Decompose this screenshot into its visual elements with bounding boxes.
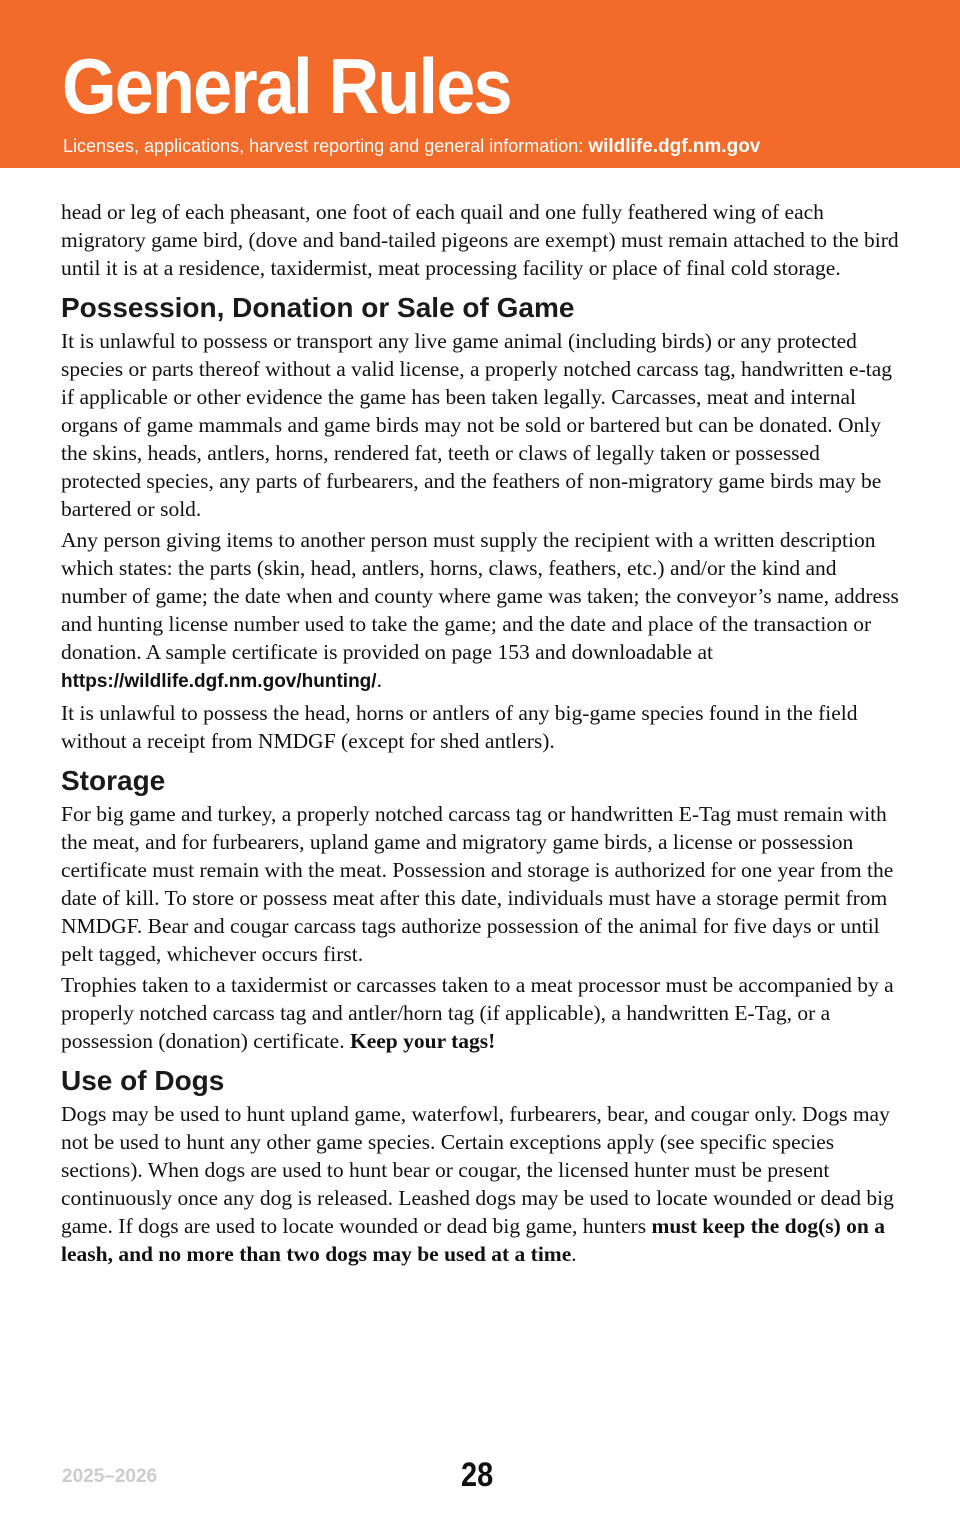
- possession-paragraph-2-text: Any person giving items to another person must supply the recipient with a written description which states: the parts (skin, head, antlers, horns, claws, feathers, etc.) and/or the kind and number of game; the date when and county where game was taken; the conveyor’s name, address and hunting license number used to take the game; and the date and place of the transaction or donation. A sample certificate is provided on page 153 and downloadable at: [61, 528, 899, 664]
- dogs-paragraph-end: .: [571, 1242, 577, 1266]
- storage-heading: Storage: [61, 765, 166, 796]
- possession-heading: Possession, Donation or Sale of Game: [61, 292, 575, 323]
- main-content: [61, 198, 901, 1271]
- page-title: General Rules: [62, 42, 511, 130]
- storage-paragraph-1: For big game and turkey, a properly notched carcass tag or handwritten E-Tag must remain with the meat, and for furbearers, upland game and migratory game birds, a license or possession certificate must remain with the meat. Possession and storage is authorized for one year from the date of kill. To store or possess meat after this date, individuals must have a storage permit from NMDGF. Bear and cougar carcass tags authorize possession of the animal for five days or until pelt tagged, whichever occurs first.: [61, 802, 894, 966]
- storage-paragraph-2: [61, 971, 901, 1055]
- intro-paragraph: head or leg of each pheasant, one foot of each quail and one fully feathered wing of each migratory game bird, (dove and band-tailed pigeons are exempt) must remain attached to the bird until it is at a residence, taxidermist, meat processing facility or place of final cold storage.: [61, 200, 899, 280]
- page-number: 28: [461, 1456, 494, 1494]
- dogs-heading: Use of Dogs: [61, 1065, 225, 1096]
- page-header-banner: [0, 0, 960, 168]
- dogs-leash-emphasis: must keep the dog(s) on a leash, and no more than two dogs may be used at a time: [61, 1214, 885, 1266]
- possession-paragraph-2: [61, 526, 901, 696]
- footer-year: 2025–2026: [62, 1466, 158, 1487]
- header-website-link[interactable]: wildlife.dgf.nm.gov: [588, 136, 761, 157]
- header-subtitle: [63, 134, 760, 159]
- possession-paragraph-1: It is unlawful to possess or transport any live game animal (including birds) or any protected species or parts thereof without a valid license, a properly notched carcass tag, handwritten e-tag if applicable or other evidence the game has been taken legally. Carcasses, meat and internal organs of game mammals and game birds may not be sold or bartered but can be donated. Only the skins, heads, antlers, horns, rendered fat, teeth or claws of legally taken or possessed protected species, any parts of furbearers, and the feathers of non-migratory game birds may be bartered or sold.: [61, 329, 893, 521]
- keep-tags-emphasis: Keep your tags!: [349, 1029, 496, 1053]
- dogs-paragraph-text: Dogs may be used to hunt upland game, waterfowl, furbearers, bear, and cougar only. Dogs may not be used to hunt any other game species. Certain exceptions apply (see specific species sections). When dogs are used to hunt bear or cougar, the licensed hunter must be present continuously once any dog is released. Leashed dogs may be used to locate wounded or dead big game. If dogs are used to locate wounded or dead big game, hunters: [61, 1102, 894, 1238]
- storage-paragraph-2-text: Trophies taken to a taxidermist or carcasses taken to a meat processor must be accompanied by a properly notched carcass tag and antler/horn tag (if applicable), a handwritten E-Tag, or a possession (donation) certificate.: [61, 973, 894, 1053]
- header-subtitle-text: Licenses, applications, harvest reporting and general information:: [63, 136, 589, 156]
- possession-paragraph-2-end: .: [376, 668, 382, 692]
- possession-paragraph-3: It is unlawful to possess the head, horns or antlers of any big-game species found in the field without a receipt from NMDGF (except for shed antlers).: [61, 701, 858, 753]
- dogs-paragraph: [61, 1100, 901, 1268]
- hunting-page-link[interactable]: https://wildlife.dgf.nm.gov/hunting/: [61, 671, 377, 692]
